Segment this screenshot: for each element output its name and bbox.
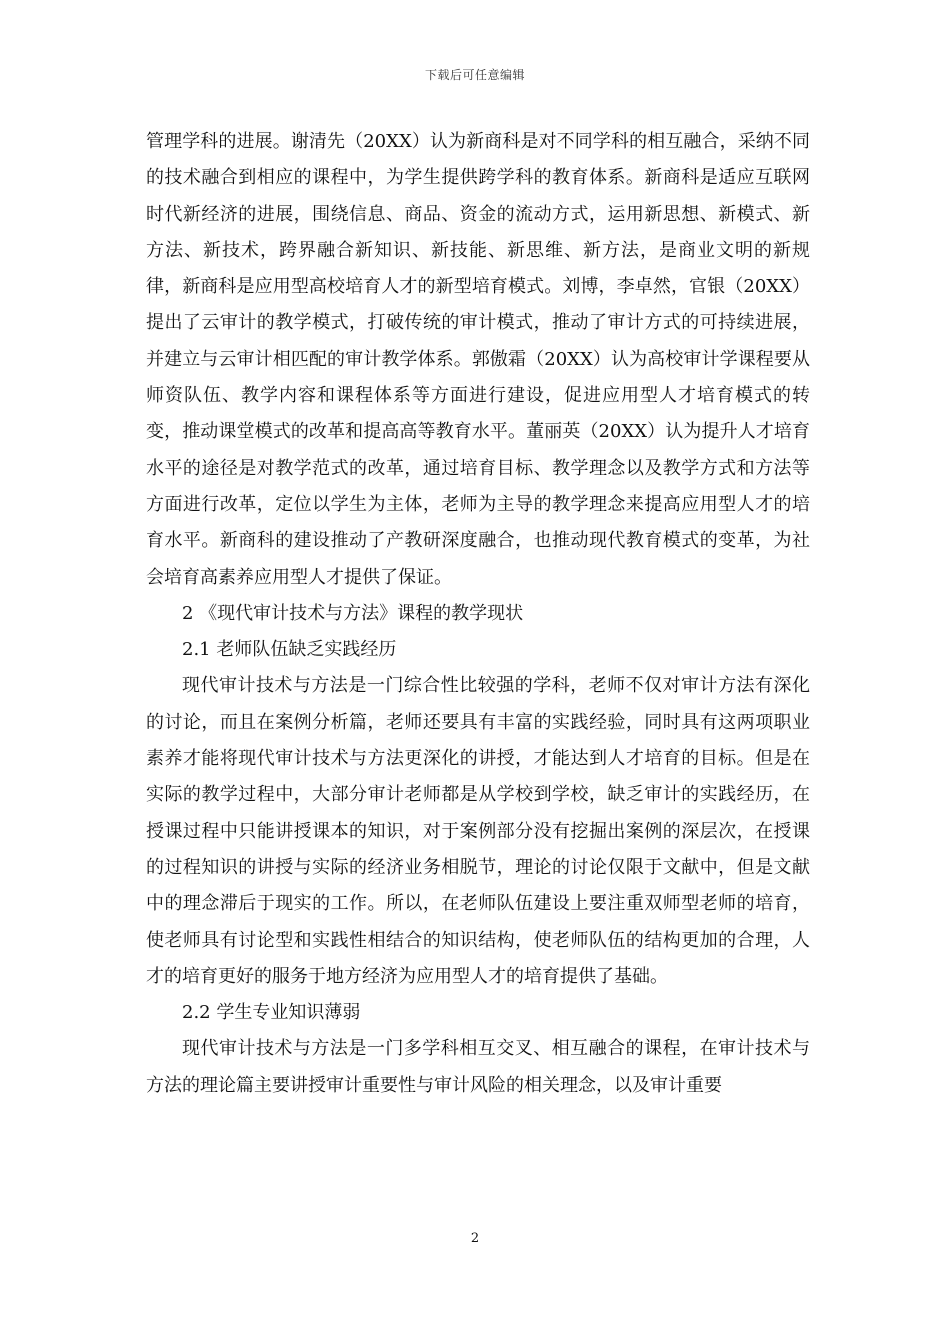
section-heading-2-2: 2.2 学生专业知识薄弱 [182,1002,361,1024]
section-heading-2-1: 2.1 老师队伍缺乏实践经历 [182,639,397,661]
paragraph: 现代审计技术与方法是一门综合性比较强的学科，老师不仅对审计方法有深化的讨论，而且在案例分析篇，老师还要具有丰富的实践经验，同时具有这两项职业素养才能将现代审计技术与方法更深化的讲授，才能达到人才培育的目标。但是在实际的教学过程中，大部分审计老师都是从学校到学校，缺乏审计的实践经历，在授课过程中只能讲授课本的知识，对于案例部分没有挖掘出案例的深层次，在授课的过程知识的讲授与实际的经济业务相脱节，理论的讨论仅限于文献中，但是文献中的理念滞后于现实的工作。所以，在老师队伍建设上要注重双师型老师的培育，使老师具有讨论型和实践性相结合的知识结构，使老师队伍的结构更加的合理，人才的培育更好的服务于地方经济为应用型人才的培育提供了基础。 [146,675,810,987]
section-heading-2: 2 《现代审计技术与方法》课程的教学现状 [182,602,524,624]
paragraph: 现代审计技术与方法是一门多学科相互交叉、相互融合的课程，在审计技术与方法的理论篇主要讲授审计重要性与审计风险的相关理念，以及审计重要 [146,1038,810,1096]
page-number: 2 [470,1231,480,1246]
page-header: 下载后可任意编辑 [424,68,525,82]
paragraph: 管理学科的进展。谢清先（20XX）认为新商科是对不同学科的相互融合，采纳不同的技术融合到相应的课程中，为学生提供跨学科的教育体系。新商科是适应互联网时代新经济的进展，围绕信息、商品、资金的流动方式，运用新思想、新模式、新方法、新技术，跨界融合新知识、新技能、新思维、新方法，是商业文明的新规律，新商科是应用型高校培育人才的新型培育模式。刘博，李卓然，官银（20XX）提出了云审计的教学模式，打破传统的审计模式，推动了审计方式的可持续进展，并建立与云审计相匹配的审计教学体系。郭傲霜（20XX）认为高校审计学课程要从师资队伍、教学内容和课程体系等方面进行建设，促进应用型人才培育模式的转变，推动课堂模式的改革和提高高等教育水平。董丽英（20XX）认为提升人才培育水平的途径是对教学范式的改革，通过培育目标、教学理念以及教学方式和方法等方面进行改革，定位以学生为主体，老师为主导的教学理念来提高应用型人才的培育水平。新商科的建设推动了产教研深度融合，也推动现代教育模式的变革，为社会培育高素养应用型人才提供了保证。 [146,131,810,588]
document-body [146,124,810,1104]
